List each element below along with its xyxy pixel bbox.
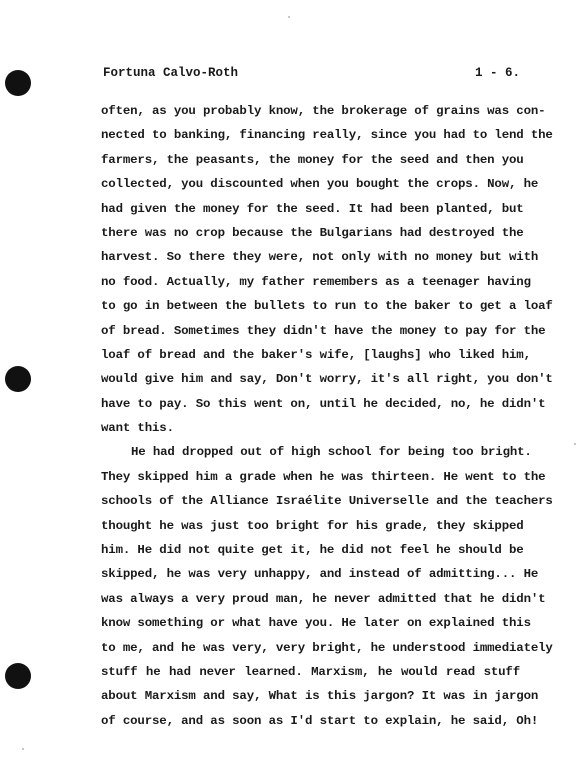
text-line: him. He did not quite get it, he did not feel he should be [101,543,524,558]
text-line: thought he was just too bright for his grade, they skipped [101,518,524,533]
author-name: Fortuna Calvo-Roth [103,66,239,80]
binder-hole-middle [5,366,31,392]
text-line: have to pay. So this went on, until he decided, no, he didn't [101,396,546,411]
binder-hole-top [5,70,31,96]
text-line: there was no crop because the Bulgarians had destroyed the [101,225,524,240]
text-line: stuff he had never learned. Marxism, he would read stuff [101,664,520,679]
text-line: of course, and as soon as I'd start to explain, he said, Oh! [101,713,539,728]
text-line: schools of the Alliance Israélite Universelle and the teachers [101,494,553,509]
text-line: about Marxism and say, What is this jargon? It was in jargon [101,689,539,704]
text-line: They skipped him a grade when he was thirteen. He went to the [101,469,546,484]
text-line: to me, and he was very, very bright, he understood immediately [101,640,553,655]
transcript-body [101,99,553,733]
text-line: was always a very proud man, he never admitted that he didn't [101,591,546,606]
text-line: collected, you discounted when you bought the crops. Now, he [101,177,539,192]
text-line: want this. [101,421,174,436]
binder-hole-bottom [5,663,31,689]
text-line: of bread. Sometimes they didn't have the money to pay for the [101,323,546,338]
text-line: would give him and say, Don't worry, it's all right, you don't [101,372,553,387]
text-line: farmers, the peasants, the money for the seed and then you [101,152,524,167]
text-line: often, as you probably know, the brokerage of grains was con- [101,104,546,118]
text-line: nected to banking, financing really, since you had to lend the [101,128,553,143]
text-line: know something or what have you. He later on explained this [101,616,531,631]
text-line: to go in between the bullets to run to the baker to get a loaf [101,299,553,314]
scan-speck [22,748,24,750]
text-line: skipped, he was very unhappy, and instead of admitting... He [101,567,539,582]
text-line: no food. Actually, my father remembers as a teenager having [101,274,531,289]
scan-speck [288,16,290,18]
page-number: 1 - 6. [474,66,520,80]
page-header [103,66,520,84]
paragraph-start-line: He had dropped out of high school for being too bright. [131,445,532,460]
text-line: loaf of bread and the baker's wife, [laughs] who liked him, [101,347,531,362]
scan-speck [574,443,576,445]
text-line: harvest. So there they were, not only with no money but with [101,250,539,265]
text-line: had given the money for the seed. It had been planted, but [101,201,524,216]
